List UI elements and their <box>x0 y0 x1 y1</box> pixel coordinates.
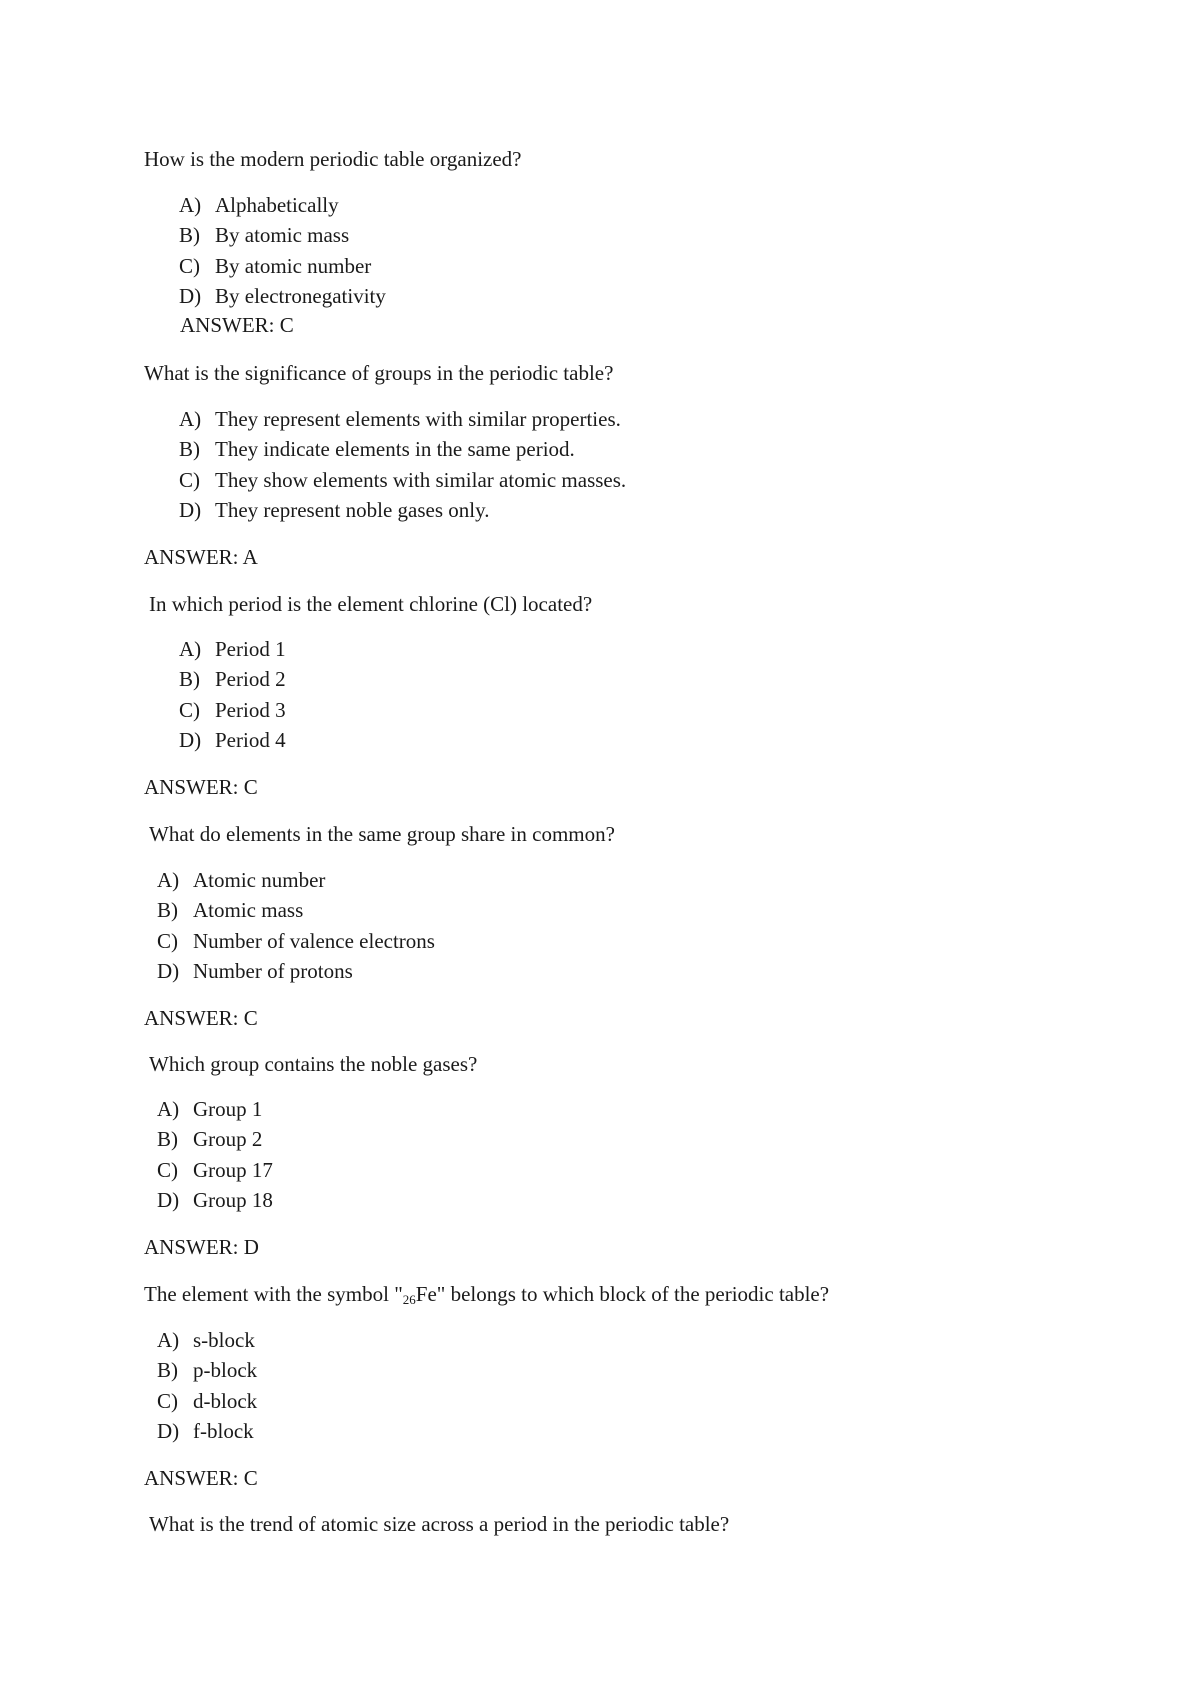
option-text: Alphabetically <box>215 193 339 217</box>
option-5a <box>157 1094 273 1124</box>
option-letter: B) <box>179 667 200 692</box>
option-1d <box>179 281 386 311</box>
option-1a <box>179 190 386 220</box>
option-letter: B) <box>157 1358 178 1383</box>
options-5 <box>157 1094 273 1216</box>
option-letter: B) <box>179 437 200 462</box>
option-letter: C) <box>157 1388 178 1413</box>
option-text: d-block <box>193 1388 258 1413</box>
answer-4: ANSWER: C <box>144 1006 258 1030</box>
question-4: What do elements in the same group share in common? <box>149 822 615 846</box>
option-5b <box>157 1124 273 1154</box>
option-1c <box>179 251 386 281</box>
option-2d <box>179 495 626 525</box>
option-letter: A) <box>179 193 202 217</box>
option-6d <box>157 1416 257 1446</box>
option-6c <box>157 1386 257 1416</box>
atomic-number-subscript: 26 <box>402 1292 416 1307</box>
option-letter: C) <box>157 1157 178 1182</box>
answer-5: ANSWER: D <box>144 1235 259 1259</box>
option-text: By atomic mass <box>215 223 350 248</box>
options-2 <box>179 404 626 526</box>
option-1b <box>179 220 386 250</box>
option-text: p-block <box>193 1358 258 1383</box>
option-text: Atomic number <box>193 868 326 892</box>
option-letter: A) <box>157 868 180 892</box>
option-2c <box>179 465 626 495</box>
options-3 <box>179 634 286 756</box>
question-6 <box>144 1280 829 1308</box>
option-letter: B) <box>179 223 200 248</box>
options-6 <box>157 1325 257 1447</box>
option-letter: A) <box>157 1328 180 1352</box>
option-5c <box>157 1155 273 1185</box>
option-letter: A) <box>179 637 202 661</box>
option-letter: C) <box>179 697 200 722</box>
option-text: They indicate elements in the same period. <box>215 437 575 462</box>
option-text: They represent elements with similar properties. <box>215 407 621 431</box>
question-5: Which group contains the noble gases? <box>149 1052 478 1076</box>
option-letter: D) <box>157 1188 180 1213</box>
option-2a <box>179 404 626 434</box>
option-letter: D) <box>179 498 202 523</box>
option-text: They represent noble gases only. <box>215 498 490 523</box>
option-letter: A) <box>179 407 202 431</box>
option-text: Group 2 <box>193 1127 263 1152</box>
option-letter: D) <box>157 1419 180 1444</box>
options-1 <box>179 190 386 312</box>
answer-2: ANSWER: A <box>144 545 258 569</box>
option-letter: D) <box>179 728 202 753</box>
option-5d <box>157 1185 273 1215</box>
question-text-before: The element with the symbol " <box>144 1282 403 1306</box>
option-text: Group 1 <box>193 1097 263 1121</box>
option-text: Atomic mass <box>193 898 304 923</box>
option-text: Group 17 <box>193 1157 273 1182</box>
option-letter: C) <box>179 253 200 278</box>
option-6b <box>157 1355 257 1385</box>
option-text: By atomic number <box>215 253 372 278</box>
option-text: Period 3 <box>215 697 286 722</box>
option-text: By electronegativity <box>215 284 386 309</box>
option-4a <box>157 865 435 895</box>
option-letter: B) <box>157 898 178 923</box>
option-letter: C) <box>157 928 178 953</box>
option-letter: B) <box>157 1127 178 1152</box>
option-6a <box>157 1325 257 1355</box>
option-text: Number of protons <box>193 959 353 984</box>
option-4d <box>157 956 435 986</box>
option-text: Period 4 <box>215 728 286 753</box>
question-2: What is the significance of groups in the periodic table? <box>144 361 614 385</box>
option-3c <box>179 695 286 725</box>
options-4 <box>157 865 435 987</box>
option-text: s-block <box>193 1328 255 1352</box>
option-text: Period 2 <box>215 667 286 692</box>
option-2b <box>179 434 626 464</box>
option-3d <box>179 725 286 755</box>
option-letter: A) <box>157 1097 180 1121</box>
question-text-after: Fe" belongs to which block of the periodic table? <box>415 1282 830 1306</box>
option-3a <box>179 634 286 664</box>
option-text: Number of valence electrons <box>193 928 435 953</box>
option-letter: C) <box>179 467 200 492</box>
answer-1: ANSWER: C <box>180 313 294 337</box>
option-4c <box>157 926 435 956</box>
answer-6: ANSWER: C <box>144 1466 258 1490</box>
option-3b <box>179 664 286 694</box>
option-text: f-block <box>193 1419 254 1444</box>
option-4b <box>157 895 435 925</box>
question-7: What is the trend of atomic size across a period in the periodic table? <box>149 1512 730 1536</box>
answer-3: ANSWER: C <box>144 775 258 799</box>
question-3: In which period is the element chlorine (Cl) located? <box>149 592 593 616</box>
option-text: Group 18 <box>193 1188 273 1213</box>
option-text: Period 1 <box>215 637 286 661</box>
question-1: How is the modern periodic table organized? <box>144 147 522 171</box>
option-letter: D) <box>179 284 202 309</box>
option-letter: D) <box>157 959 180 984</box>
option-text: They show elements with similar atomic masses. <box>215 467 627 492</box>
